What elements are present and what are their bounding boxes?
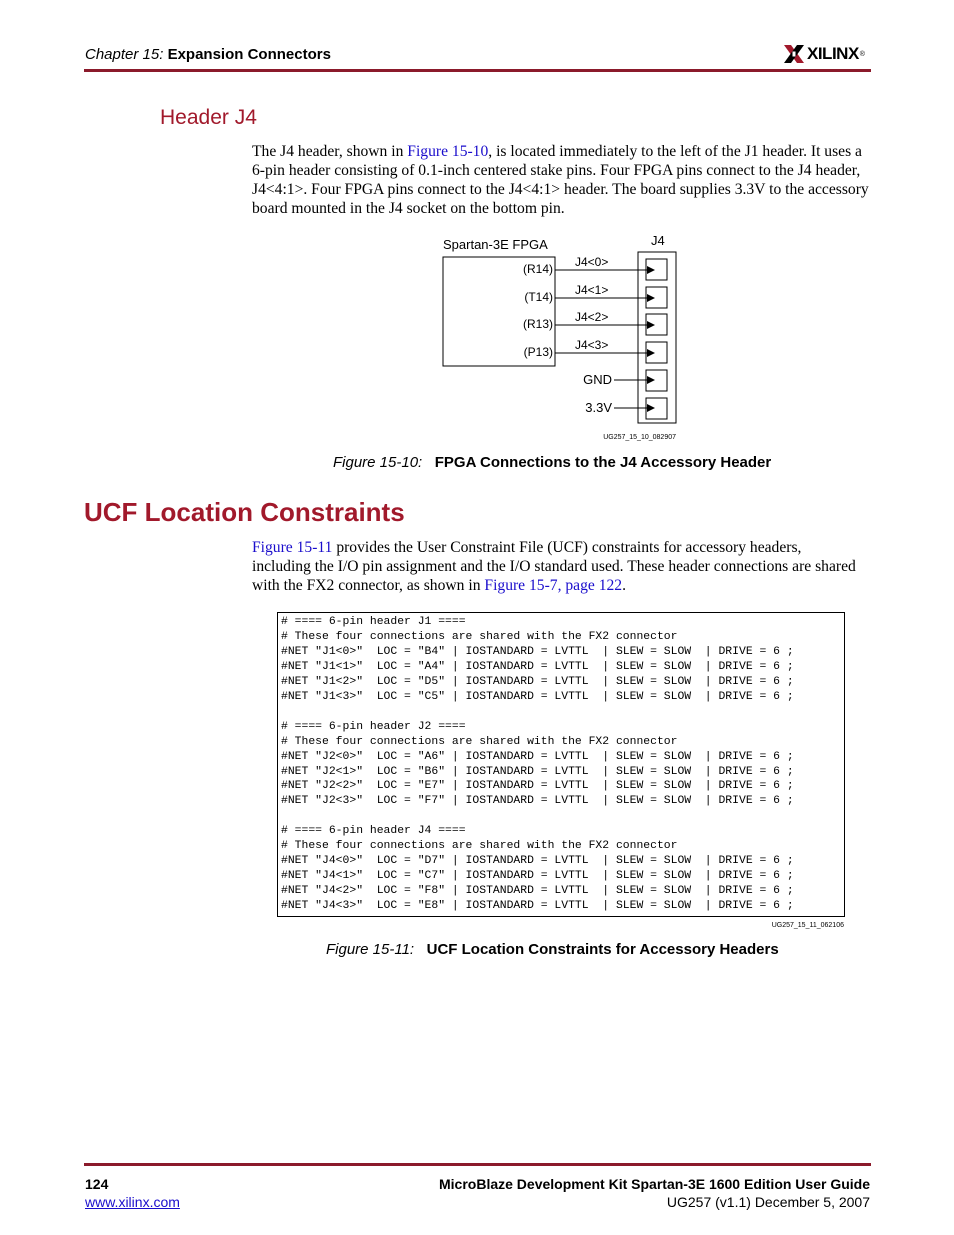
chapter-title: Expansion Connectors	[167, 46, 331, 63]
document-id: UG257 (v1.1) December 5, 2007	[666, 1194, 870, 1210]
figure-15-10-caption	[333, 454, 771, 471]
signal-label-1: J4<1>	[575, 283, 609, 297]
para-text: .	[622, 577, 627, 594]
figure-15-11-caption	[326, 941, 779, 958]
chapter-prefix: Chapter 15:	[85, 46, 164, 63]
figure-11-tag: UG257_15_11_062106	[771, 922, 844, 929]
signal-label-0: J4<0>	[575, 255, 609, 269]
signal-label-3: J4<3>	[575, 338, 609, 352]
logo-registered: ®	[859, 50, 865, 58]
logo-text: XILINX	[807, 44, 859, 63]
para-text: , is located immediately to the left of the J1 header. It uses a 6-pin header consisting of 0.1-inch centered stake pins. Four FPGA pins connect to the J4 header, J4<4:1>. Four FPGA pins connect to the J4<4:1> header. The board supplies 3.3V to the accessory board mounted in the J4 socket on the bottom pin.	[252, 143, 869, 217]
power-label: 3.3V	[585, 400, 612, 415]
fpga-pin-1: (T14)	[524, 290, 553, 304]
figure-tag: UG257_15_10_082907	[603, 434, 676, 441]
xilinx-url-link[interactable]: www.xilinx.com	[85, 1194, 180, 1210]
section-title-ucf: UCF Location Constraints	[84, 497, 405, 527]
figure-15-7-link[interactable]: Figure 15-7, page 122	[484, 577, 623, 594]
caption-number: Figure 15-11:	[326, 941, 415, 958]
caption-title: FPGA Connections to the J4 Accessory Header	[434, 454, 772, 471]
section-title-header-j4: Header J4	[160, 106, 257, 129]
xilinx-x-icon	[783, 43, 805, 65]
j4-connection-diagram	[440, 230, 685, 445]
caption-number: Figure 15-10:	[333, 454, 423, 471]
signal-label-2: J4<2>	[575, 310, 609, 324]
figure-15-11-link[interactable]: Figure 15-11	[252, 539, 333, 556]
caption-title: UCF Location Constraints for Accessory Headers	[426, 941, 779, 958]
ucf-code: # ==== 6-pin header J1 ==== # These four connections are shared with the FX2 connector #NET "J1<0>" LOC = "B4" | IOSTANDARD = LVTTL | SLEW = SLOW | DRIVE = 6 ; #NET "J1<1>" LOC = "A4" | IOSTANDARD = LVTTL | SLEW = SLOW | DRIVE = 6 ; #NET "J1<2>" LOC = "D5" | IOSTANDARD = LVTTL | SLEW = SLOW | DRIVE = 6 ; #NET "J1<3>" LOC = "C5" | IOSTANDARD = LVTTL | SLEW = SLOW | DRIVE = 6 ; # ==== 6-pin header J2 ==== # These four connections are shared with the FX2 connector #NET "J2<0>" LOC = "A6" | IOSTANDARD = LVTTL | SLEW = SLOW | DRIVE = 6 ; #NET "J2<1>" LOC = "B6" | IOSTANDARD = LVTTL | SLEW = SLOW | DRIVE = 6 ; #NET "J2<2>" LOC = "E7" | IOSTANDARD = LVTTL | SLEW = SLOW | DRIVE = 6 ; #NET "J2<3>" LOC = "F7" | IOSTANDARD = LVTTL | SLEW = SLOW | DRIVE = 6 ; # ==== 6-pin header J4 ==== # These four connections are shared with the FX2 connector #NET "J4<0>" LOC = "D7" | IOSTANDARD = LVTTL | SLEW = SLOW | DRIVE = 6 ; #NET "J4<1>" LOC = "C7" | IOSTANDARD = LVTTL | SLEW = SLOW | DRIVE = 6 ; #NET "J4<2>" LOC = "F8" | IOSTANDARD = LVTTL | SLEW = SLOW | DRIVE = 6 ; #NET "J4<3>" LOC = "E8" | IOSTANDARD = LVTTL | SLEW = SLOW | DRIVE = 6 ;	[281, 616, 794, 913]
page-number: 124	[85, 1176, 109, 1192]
fpga-label: Spartan-3E FPGA	[443, 237, 548, 252]
para-text: The J4 header, shown in	[252, 143, 408, 160]
footer-rule	[84, 1163, 871, 1166]
para-text: provides the User Constraint File (UCF) constraints for accessory headers, including the I/O pin assignment and the I/O standard used. These header connections are shared with the FX2 connector, as shown in	[252, 539, 856, 594]
fpga-pin-0: (R14)	[522, 262, 553, 276]
gnd-label: GND	[583, 372, 612, 387]
header-rule	[84, 69, 871, 72]
document-title: MicroBlaze Development Kit Spartan-3E 1600 Edition User Guide	[439, 1176, 870, 1192]
xilinx-logo	[783, 41, 873, 67]
fpga-pin-3: (P13)	[523, 345, 553, 359]
figure-15-10-link[interactable]: Figure 15-10	[407, 143, 489, 160]
header-label: J4	[651, 233, 665, 248]
chapter-header	[85, 46, 331, 63]
fpga-pin-2: (R13)	[522, 317, 553, 331]
header-j4-paragraph	[252, 142, 872, 218]
ucf-paragraph	[252, 538, 864, 595]
